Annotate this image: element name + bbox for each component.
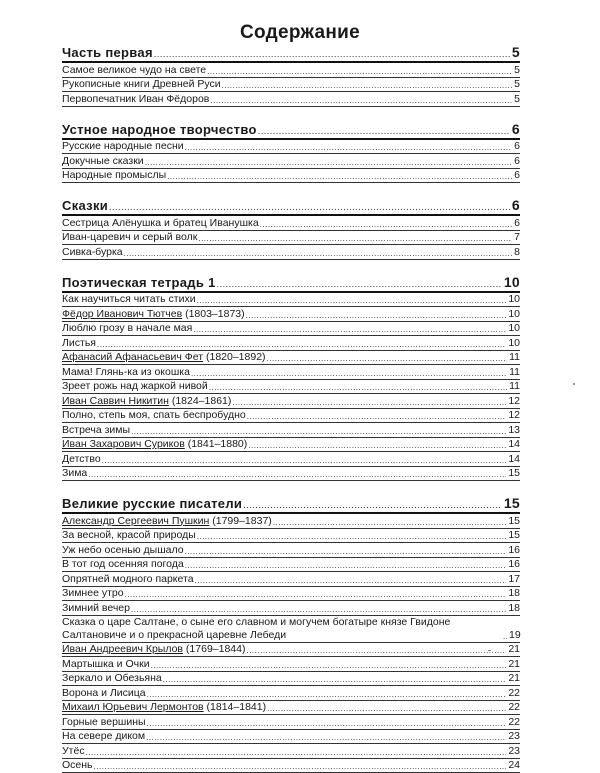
author-years: (1803–1873) xyxy=(182,308,244,320)
page-number: 15 xyxy=(506,529,520,542)
page-number: 11 xyxy=(507,366,520,379)
dot-leader xyxy=(88,469,506,480)
dot-leader xyxy=(131,604,506,615)
page-number: 5 xyxy=(512,64,520,77)
toc-entry xyxy=(62,231,520,246)
author-name: Иван Саввич Никитин xyxy=(62,395,169,407)
toc-entry xyxy=(62,759,520,773)
toc-entry xyxy=(62,452,520,467)
author-row xyxy=(62,307,520,322)
dot-leader xyxy=(232,397,506,408)
page-number: 21 xyxy=(506,658,520,671)
scan-speck xyxy=(573,383,575,385)
toc-entry xyxy=(62,154,520,169)
page-number: 17 xyxy=(506,573,520,586)
dot-leader xyxy=(191,368,507,379)
author-name: Фёдор Иванович Тютчев xyxy=(62,308,182,320)
table-of-contents xyxy=(62,42,520,773)
section-heading: Поэтическая тетрадь 1 xyxy=(62,274,217,291)
dot-leader xyxy=(222,80,513,91)
entry-title: Самое великое чудо на свете xyxy=(62,64,207,77)
toc-entry xyxy=(62,744,520,759)
toc-entry xyxy=(62,423,520,438)
author-name: Михаил Юрьевич Лермонтов xyxy=(62,701,204,713)
author-entry xyxy=(62,515,273,528)
toc-entry xyxy=(62,140,520,155)
toc-section xyxy=(62,119,520,184)
entry-title: Сказка о царе Салтане, о сыне его славном и могучем богатыре князе Гвидоне Салтановиче и о прекрасной царевне Лебеди xyxy=(62,616,503,642)
entry-title: Ворона и Лисица xyxy=(62,687,147,700)
dot-leader xyxy=(243,498,502,512)
page-number: 6 xyxy=(512,169,520,182)
toc-section xyxy=(62,272,520,482)
page-number: 16 xyxy=(506,544,520,557)
toc-entry xyxy=(62,672,520,687)
toc-entry xyxy=(62,601,520,616)
dot-leader xyxy=(258,124,510,138)
entry-title: Детство xyxy=(62,453,102,466)
section-heading: Великие русские писатели xyxy=(62,495,243,512)
section-heading-row xyxy=(62,493,520,514)
page-number: 10 xyxy=(502,274,520,291)
toc-entry xyxy=(62,558,520,573)
entry-title: Мама! Глянь-ка из окошка xyxy=(62,366,191,379)
page-number: 8 xyxy=(512,246,520,259)
entry-title: Опрятней модного паркета xyxy=(62,573,195,586)
author-row xyxy=(62,701,520,716)
entry-title: Как научиться читать стихи xyxy=(62,293,197,306)
dot-leader xyxy=(145,157,512,168)
page-number: 18 xyxy=(506,587,520,600)
page-number: 24 xyxy=(506,759,520,772)
author-name: Александр Сергеевич Пушкин xyxy=(62,515,209,527)
author-years: (1769–1844) xyxy=(183,643,245,655)
page-number: 19 xyxy=(507,629,521,642)
page-number: 23 xyxy=(506,730,520,743)
toc-entry xyxy=(62,409,520,424)
dot-leader xyxy=(246,310,507,321)
toc-section xyxy=(62,42,520,107)
page-number: 22 xyxy=(506,716,520,729)
entry-title: Народные промыслы xyxy=(62,169,167,182)
dot-leader xyxy=(185,546,507,557)
page-number: 10 xyxy=(506,322,520,335)
page-number: 5 xyxy=(512,78,520,91)
toc-entry xyxy=(62,529,520,544)
toc-section xyxy=(62,493,520,773)
author-entry xyxy=(62,308,246,321)
toc-entry xyxy=(62,169,520,184)
entry-title: Сивка-бурка xyxy=(62,246,124,259)
dot-leader xyxy=(193,324,506,335)
section-heading-row xyxy=(62,42,520,63)
page-number: 15 xyxy=(506,467,520,480)
author-row xyxy=(62,514,520,529)
page-number: 10 xyxy=(506,337,520,350)
toc-entry xyxy=(62,467,520,482)
dot-leader xyxy=(86,747,507,758)
entry-title: Встреча зимы xyxy=(62,424,131,437)
entry-title: Сестрица Алёнушка и братец Иванушка xyxy=(62,217,260,230)
author-years: (1824–1861) xyxy=(169,395,231,407)
page-number: 11 xyxy=(507,380,520,393)
dot-leader xyxy=(147,718,507,729)
dot-leader xyxy=(197,531,507,542)
dot-leader xyxy=(207,66,512,77)
toc-entry xyxy=(62,92,520,107)
entry-title: Зима xyxy=(62,467,88,480)
entry-title: Уж небо осенью дышало xyxy=(62,544,185,557)
page-number: 13 xyxy=(506,424,520,437)
author-row xyxy=(62,643,520,658)
section-heading-row xyxy=(62,119,520,140)
dot-leader xyxy=(273,517,507,528)
author-row xyxy=(62,394,520,409)
toc-entry xyxy=(62,572,520,587)
toc-entry xyxy=(62,380,520,395)
toc-entry xyxy=(62,216,520,231)
page-number: 6 xyxy=(510,197,520,214)
page-number: 15 xyxy=(506,515,520,528)
entry-title: Зимнее утро xyxy=(62,587,125,600)
toc-entry xyxy=(62,657,520,672)
dot-leader xyxy=(147,689,507,700)
dot-leader xyxy=(109,200,510,214)
page-number: 12 xyxy=(506,395,520,408)
author-entry xyxy=(62,351,267,364)
page-number: 18 xyxy=(506,602,520,615)
entry-title: Люблю грозу в начале мая xyxy=(62,322,193,335)
author-entry xyxy=(62,395,232,408)
dot-leader xyxy=(195,575,507,586)
toc-entry xyxy=(62,365,520,380)
entry-title: Русские народные песни xyxy=(62,140,185,153)
dot-leader xyxy=(146,732,506,743)
toc-section xyxy=(62,195,520,260)
dot-leader xyxy=(267,703,506,714)
toc-entry xyxy=(62,245,520,260)
section-heading: Сказки xyxy=(62,197,109,214)
entry-title: Осень xyxy=(62,759,94,772)
scan-speck xyxy=(488,650,491,651)
page-number: 12 xyxy=(506,409,520,422)
section-heading-row xyxy=(62,195,520,216)
dot-leader xyxy=(260,219,512,230)
page-number: 21 xyxy=(506,672,520,685)
dot-leader xyxy=(185,560,507,571)
dot-leader xyxy=(167,171,512,182)
toc-entry xyxy=(62,322,520,337)
page-number: 22 xyxy=(506,701,520,714)
dot-leader xyxy=(163,674,507,685)
dot-leader xyxy=(209,382,507,393)
author-years: (1820–1892) xyxy=(203,351,265,363)
dot-leader xyxy=(154,47,510,61)
dot-leader xyxy=(151,660,507,671)
toc-entry xyxy=(62,616,520,643)
page-number: 6 xyxy=(512,140,520,153)
author-years: (1814–1841) xyxy=(204,701,266,713)
dot-leader xyxy=(185,142,513,153)
dot-leader xyxy=(97,339,506,350)
section-heading-row xyxy=(62,272,520,293)
dot-leader xyxy=(248,440,506,451)
entry-title: Рукописные книги Древней Руси xyxy=(62,78,222,91)
entry-title: Иван-царевич и серый волк xyxy=(62,231,198,244)
toc-entry xyxy=(62,543,520,558)
toc-entry xyxy=(62,336,520,351)
toc-entry xyxy=(62,78,520,93)
section-heading: Часть первая xyxy=(62,44,154,61)
page-number: 10 xyxy=(506,293,520,306)
section-heading: Устное народное творчество xyxy=(62,121,258,138)
dot-leader xyxy=(246,645,506,656)
toc-entry xyxy=(62,587,520,602)
dot-leader xyxy=(102,455,507,466)
dot-leader xyxy=(197,295,507,306)
entry-title: Зреет рожь над жаркой нивой xyxy=(62,380,209,393)
toc-entry xyxy=(62,730,520,745)
dot-leader xyxy=(217,277,502,291)
author-entry xyxy=(62,643,246,656)
dot-leader xyxy=(267,353,508,364)
dot-leader xyxy=(198,233,512,244)
page-number: 7 xyxy=(512,231,520,244)
author-entry xyxy=(62,438,248,451)
entry-title: Первопечатник Иван Фёдоров xyxy=(62,93,210,106)
entry-title: Горные вершины xyxy=(62,716,147,729)
page-number: 6 xyxy=(510,121,520,138)
page-title: Содержание xyxy=(0,22,600,44)
entry-title: Листья xyxy=(62,337,97,350)
dot-leader xyxy=(124,248,513,259)
entry-title: Полно, степь моя, спать беспробудно xyxy=(62,409,247,422)
page-number: 10 xyxy=(506,308,520,321)
page-number: 15 xyxy=(502,495,520,512)
page-number: 16 xyxy=(506,558,520,571)
entry-title: На севере диком xyxy=(62,730,146,743)
page-number: 21 xyxy=(506,643,520,656)
entry-title: Зеркало и Обезьяна xyxy=(62,672,163,685)
dot-leader xyxy=(210,95,512,106)
author-name: Иван Андреевич Крылов xyxy=(62,643,183,655)
page-number: 5 xyxy=(512,93,520,106)
entry-title: Докучные сказки xyxy=(62,155,145,168)
toc-entry xyxy=(62,293,520,308)
dot-leader xyxy=(94,761,507,772)
author-row xyxy=(62,351,520,366)
author-entry xyxy=(62,701,267,714)
entry-title: Мартышка и Очки xyxy=(62,658,151,671)
toc-entry xyxy=(62,63,520,78)
page-number: 6 xyxy=(512,217,520,230)
entry-title: За весной, красой природы xyxy=(62,529,197,542)
toc-entry xyxy=(62,715,520,730)
page-number: 6 xyxy=(512,155,520,168)
page-number: 5 xyxy=(510,44,520,61)
page-number: 23 xyxy=(506,745,520,758)
dot-leader xyxy=(247,411,507,422)
page-number: 14 xyxy=(506,438,520,451)
entry-title: Утёс xyxy=(62,745,86,758)
dot-leader xyxy=(131,426,506,437)
page-number: 14 xyxy=(506,453,520,466)
author-name: Афанасий Афанасьевич Фет xyxy=(62,351,203,363)
author-years: (1799–1837) xyxy=(209,515,271,527)
author-years: (1841–1880) xyxy=(185,438,247,450)
author-name: Иван Захарович Суриков xyxy=(62,438,185,450)
page-number: 11 xyxy=(507,351,520,364)
toc-entry xyxy=(62,686,520,701)
page-number: 22 xyxy=(506,687,520,700)
dot-leader xyxy=(125,589,507,600)
entry-title: Зимний вечер xyxy=(62,602,131,615)
entry-title: В тот год осенняя погода xyxy=(62,558,185,571)
author-row xyxy=(62,438,520,453)
